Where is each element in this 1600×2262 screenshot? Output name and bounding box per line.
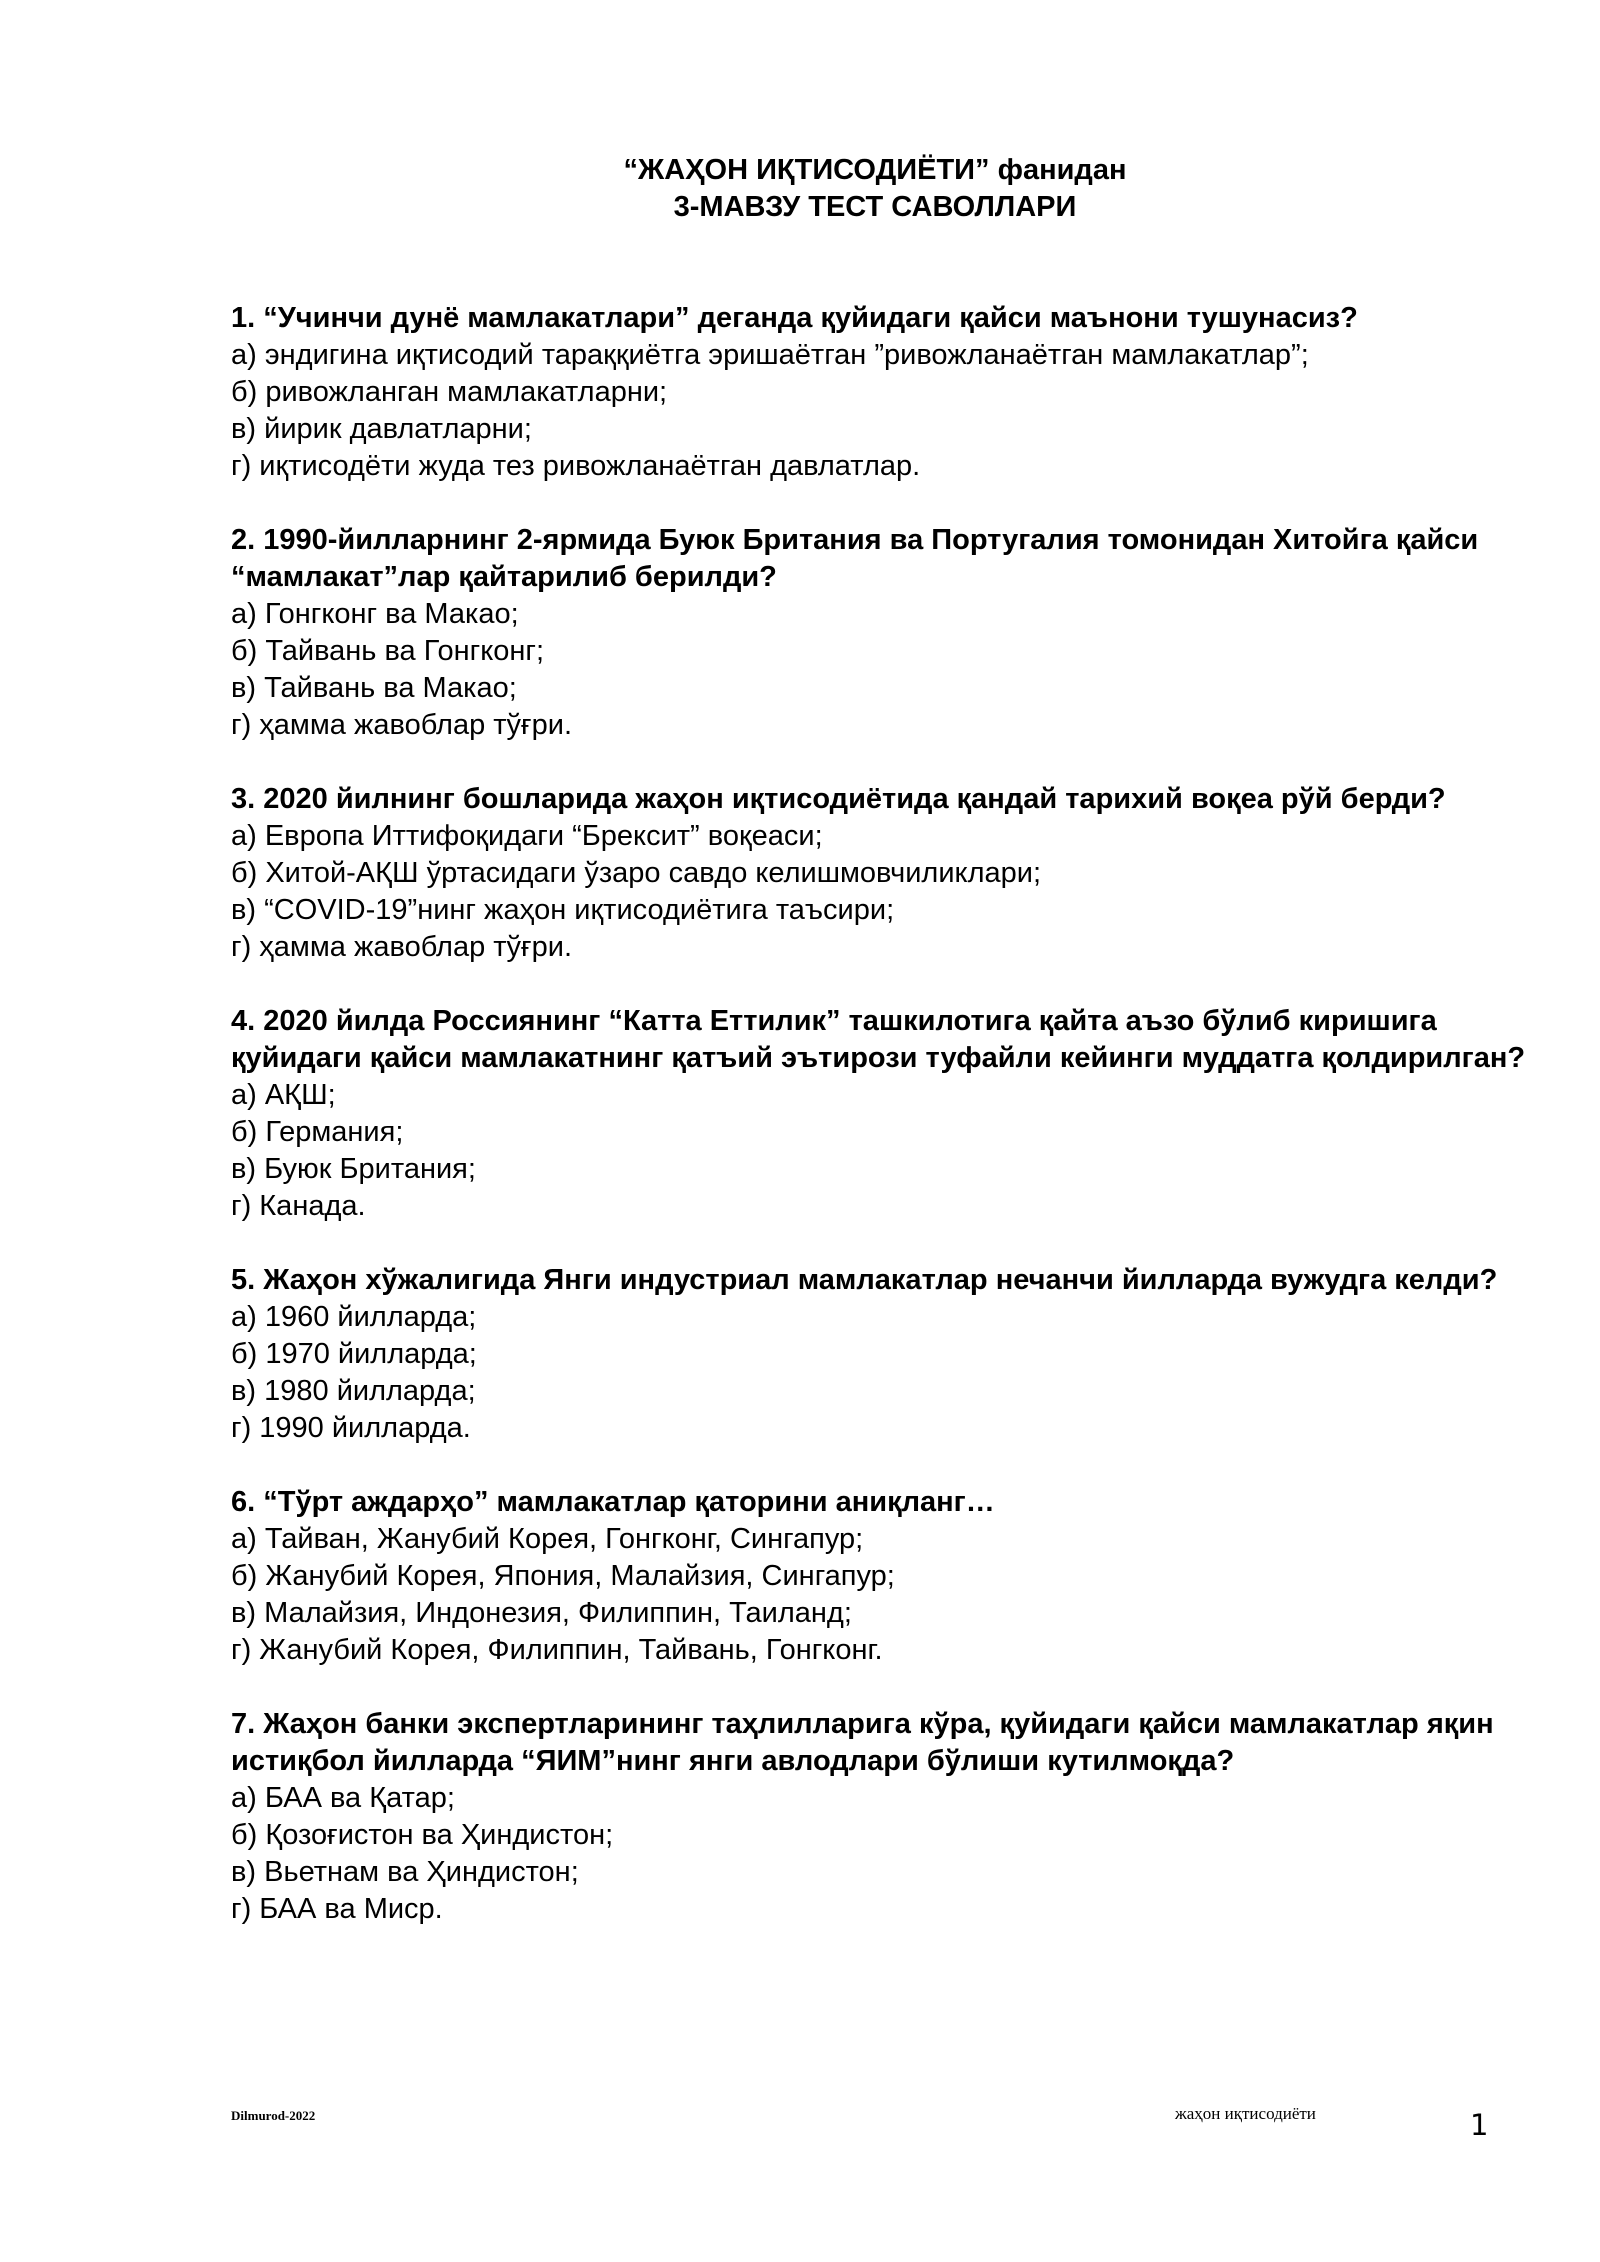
answer-option-v: в) Буюк Британия; bbox=[231, 1153, 476, 1185]
question-text: 5. Жаҳон хўжалигида Янги индустриал мамлакатлар нечанчи йилларда вужудга келди? bbox=[231, 1264, 1498, 1296]
answer-option-g: г) Жанубий Корея, Филиппин, Тайвань, Гонгконг. bbox=[231, 1634, 883, 1666]
answer-option-b: б) Қозоғистон ва Ҳиндистон; bbox=[231, 1819, 614, 1851]
question-7 bbox=[231, 1706, 1531, 1928]
answer-option-b: б) Жанубий Корея, Япония, Малайзия, Сингапур; bbox=[231, 1560, 895, 1592]
question-text: 3. 2020 йилнинг бошларида жаҳон иқтисодиётида қандай тарихий воқеа рўй берди? bbox=[231, 783, 1446, 815]
answer-option-v: в) Малайзия, Индонезия, Филиппин, Таиланд; bbox=[231, 1597, 852, 1629]
answer-option-a: а) Гонгконг ва Макао; bbox=[231, 598, 519, 630]
title-line-1: “ЖАҲОН ИҚТИСОДИЁТИ” фанидан bbox=[623, 154, 1127, 186]
answer-option-g: г) иқтисодёти жуда тез ривожланаётган давлатлар. bbox=[231, 450, 921, 482]
question-text: 4. 2020 йилда Россиянинг “Катта Еттилик” ташкилотига қайта аъзо бўлиб киришига қуйидаги қайси мамлакатнинг қатъий эътирози туфайли кейинги муддатга қолдирилган? bbox=[231, 1005, 1526, 1074]
answer-option-g: г) БАА ва Миср. bbox=[231, 1893, 443, 1925]
answer-option-v: в) Вьетнам ва Ҳиндистон; bbox=[231, 1856, 579, 1888]
answer-option-v: в) 1980 йилларда; bbox=[231, 1375, 476, 1407]
title-line-2: 3-МАВЗУ ТЕСТ САВОЛЛАРИ bbox=[673, 191, 1077, 223]
answer-option-g: г) 1990 йилларда. bbox=[231, 1412, 471, 1444]
answer-option-v: в) Тайвань ва Макао; bbox=[231, 672, 517, 704]
footer-author: Dilmurod-2022 bbox=[231, 2108, 316, 2123]
answer-option-a: а) АҚШ; bbox=[231, 1079, 336, 1111]
answer-option-v: в) йирик давлатларни; bbox=[231, 413, 532, 445]
answer-option-v: в) “COVID-19”нинг жаҳон иқтисодиётига таъсири; bbox=[231, 894, 895, 926]
answer-option-a: а) эндигина иқтисодий тараққиётга эришаётган ”ривожланаётган мамлакатлар”; bbox=[231, 339, 1309, 371]
question-list bbox=[231, 300, 1531, 1965]
answer-option-g: г) ҳамма жавоблар тўғри. bbox=[231, 931, 573, 963]
answer-option-b: б) Германия; bbox=[231, 1116, 404, 1148]
question-4 bbox=[231, 1003, 1531, 1225]
answer-option-a: а) БАА ва Қатар; bbox=[231, 1782, 455, 1814]
answer-option-a: а) Тайван, Жанубий Корея, Гонгконг, Сингапур; bbox=[231, 1523, 864, 1555]
question-text: 6. “Тўрт аждарҳо” мамлакатлар қаторини аниқланг… bbox=[231, 1486, 995, 1518]
answer-option-a: а) Европа Иттифоқидаги “Брексит” воқеаси; bbox=[231, 820, 823, 852]
question-3 bbox=[231, 781, 1531, 966]
answer-option-g: г) Канада. bbox=[231, 1190, 366, 1222]
question-text: 2. 1990-йилларнинг 2-ярмида Буюк Британия ва Португалия томонидан Хитойга қайси “мамлакат”лар қайтарилиб берилди? bbox=[231, 524, 1479, 593]
answer-option-g: г) ҳамма жавоблар тўғри. bbox=[231, 709, 573, 741]
question-5 bbox=[231, 1262, 1531, 1447]
page-title bbox=[0, 152, 1600, 226]
answer-option-b: б) Хитой-АҚШ ўртасидаги ўзаро савдо келишмовчиликлари; bbox=[231, 857, 1042, 889]
question-2 bbox=[231, 522, 1531, 744]
footer-subject: жаҳон иқтисодиёти bbox=[1175, 2104, 1316, 2123]
answer-option-a: а) 1960 йилларда; bbox=[231, 1301, 477, 1333]
question-text: 7. Жаҳон банки экспертларининг таҳлилларига кўра, қуйидаги қайси мамлакатлар яқин истиқбол йилларда “ЯИМ”нинг янги авлодлари бўлиши кутилмоқда? bbox=[231, 1708, 1494, 1777]
question-1 bbox=[231, 300, 1531, 485]
answer-option-b: б) Тайвань ва Гонгконг; bbox=[231, 635, 544, 667]
question-6 bbox=[231, 1484, 1531, 1669]
question-text: 1. “Учинчи дунё мамлакатлари” деганда қуйидаги қайси маънони тушунасиз? bbox=[231, 302, 1358, 334]
answer-option-b: б) 1970 йилларда; bbox=[231, 1338, 477, 1370]
page-number: 1 bbox=[1470, 2108, 1489, 2142]
answer-option-b: б) ривожланган мамлакатларни; bbox=[231, 376, 668, 408]
